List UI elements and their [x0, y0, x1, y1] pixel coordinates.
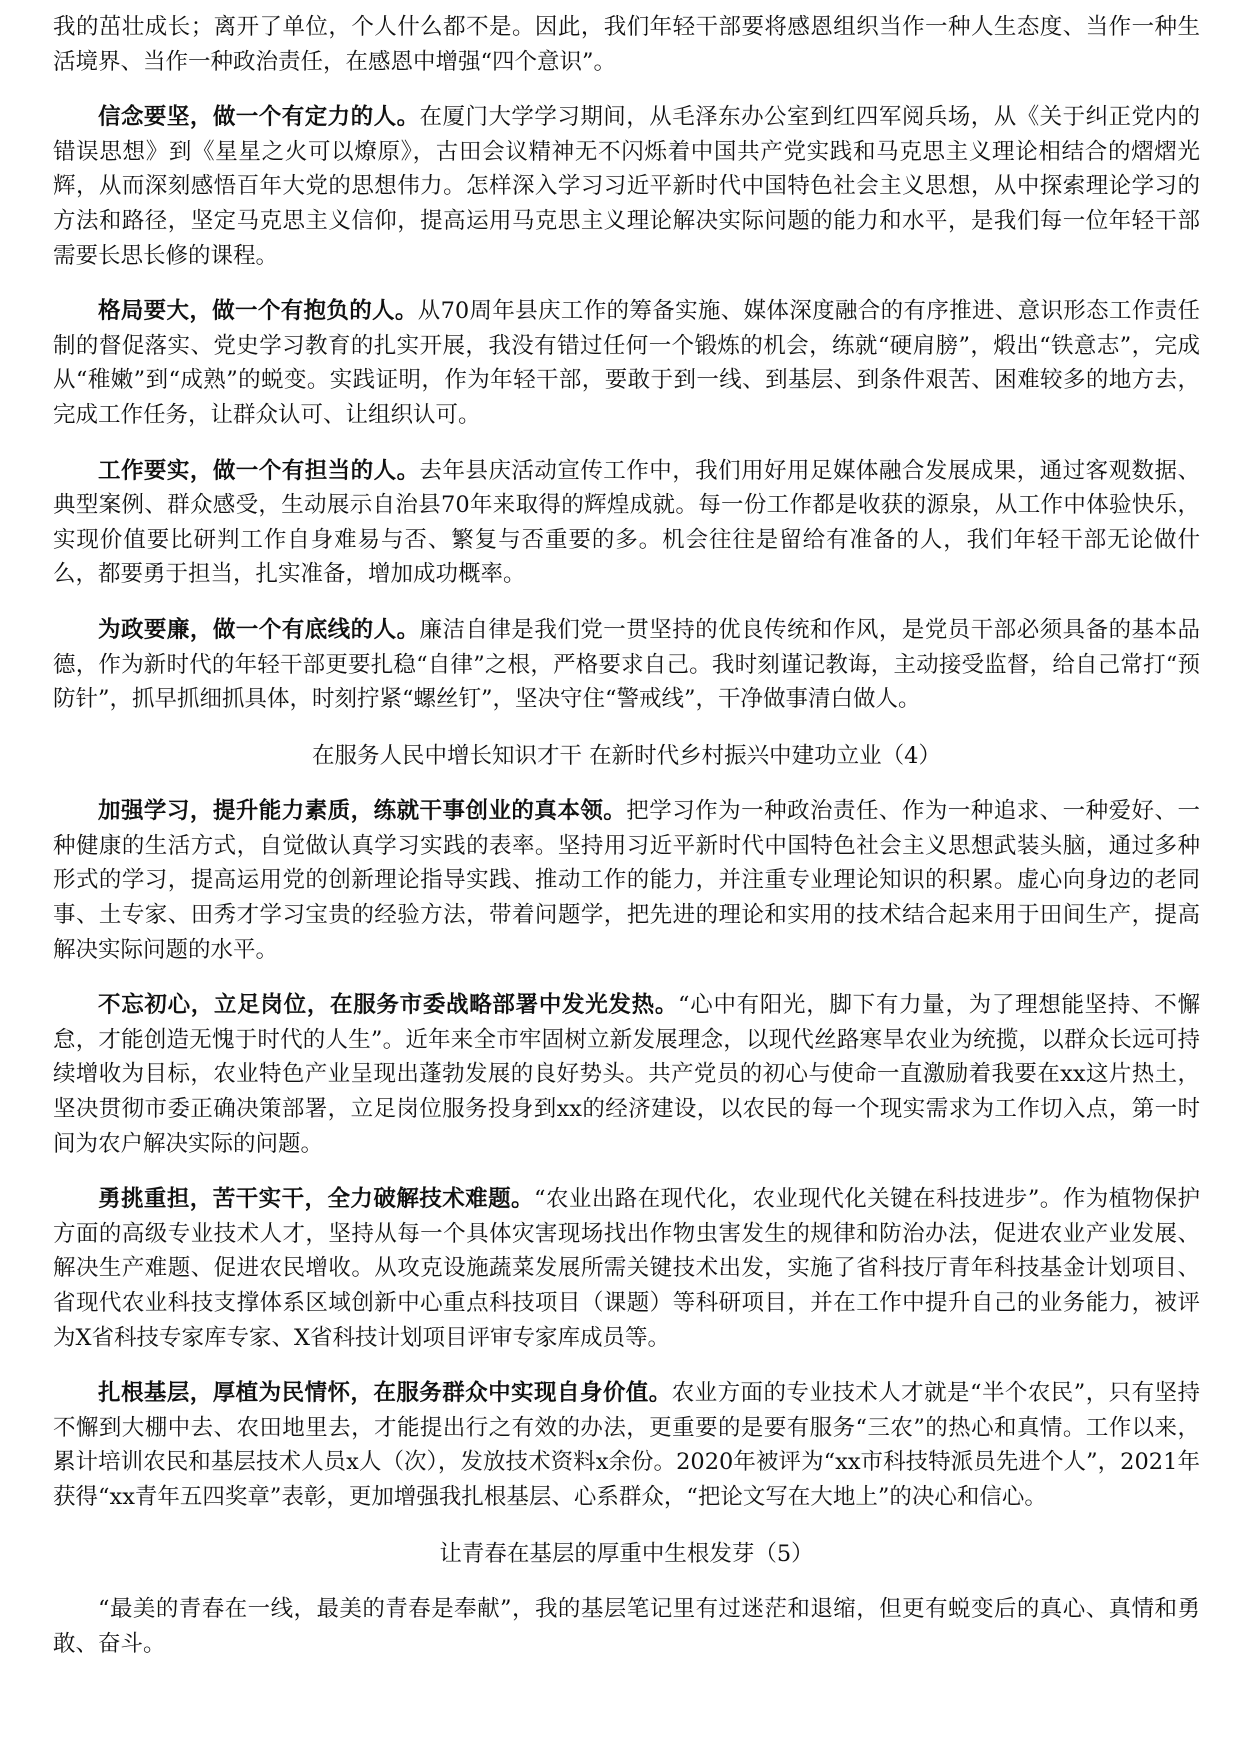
paragraph-lead: 格局要大，做一个有抱负的人。: [98, 298, 418, 325]
paragraph-lead: 扎根基层，厚植为民情怀，在服务群众中实现自身价值。: [98, 1380, 672, 1407]
body-paragraph: [53, 1592, 1200, 1661]
paragraph-text: 把学习作为一种政治责任、作为一种追求、一种爱好、一种健康的生活方式，自觉做认真学习实践的表率。坚持用习近平新时代中国特色社会主义思想武装头脑，通过多种形式的学习，提高运用党的创新理论指导实践、推动工作的能力，并注重专业理论知识的积累。虚心向身边的老同事、土专家、田秀才学习宝贵的经验方法，带着问题学，把先进的理论和实用的技术结合起来用于田间生产，提高解决实际问题的水平。: [53, 798, 1200, 963]
body-paragraph: [53, 1182, 1200, 1355]
body-paragraph: [53, 10, 1200, 79]
body-paragraph: [53, 1376, 1200, 1514]
paragraph-lead: 加强学习，提升能力素质，练就干事创业的真本领。: [98, 798, 627, 825]
body-paragraph: [53, 294, 1200, 432]
paragraph-lead: 为政要廉，做一个有底线的人。: [98, 616, 420, 643]
section-heading: 让青春在基层的厚重中生根发芽（5）: [439, 1540, 814, 1567]
paragraph-text: 在厦门大学学习期间，从毛泽东办公室到红四军阅兵场，从《关于纠正党内的错误思想》到《星星之火可以燎原》，古田会议精神无不闪烁着中国共产党实践和马克思主义理论相结合的熠熠光辉，从而深刻感悟百年大党的思想伟力。怎样深入学习习近平新时代中国特色社会主义思想，从中探索理论学习的方法和路径，坚定马克思主义信仰，提高运用马克思主义理论解决实际问题的能力和水平，是我们每一位年轻干部需要长思长修的课程。: [53, 104, 1200, 269]
body-paragraph: [53, 988, 1200, 1161]
paragraph-text: “最美的青春在一线，最美的青春是奉献”，我的基层笔记里有过迷茫和退缩，但更有蜕变后的真心、真情和勇敢、奋斗。: [53, 1596, 1200, 1657]
paragraph-text: “心中有阳光，脚下有力量，为了理想能坚持、不懈怠，才能创造无愧于时代的人生”。近年来全市牢固树立新发展理念，以现代丝路寒旱农业为统揽，以群众长远可持续增收为目标，农业特色产业呈现出蓬勃发展的良好势头。共产党员的初心与使命一直激励着我要在xx这片热土，坚决贯彻市委正确决策部署，立足岗位服务投身到xx的经济建设，以农民的每一个现实需求为工作切入点，第一时间为农户解决实际的问题。: [53, 992, 1200, 1157]
paragraph-lead: 信念要坚，做一个有定力的人。: [98, 104, 420, 131]
body-paragraph: [53, 794, 1200, 967]
body-paragraph: [53, 454, 1200, 592]
paragraph-lead: 工作要实，做一个有担当的人。: [98, 457, 420, 484]
paragraph-text: 廉洁自律是我们党一贯坚持的优良传统和作风，是党员干部必须具备的基本品德，作为新时代的年轻干部更要扎稳“自律”之根，严格要求自己。我时刻谨记教诲，主动接受监督，给自己常打“预防针”，抓早抓细抓具体，时刻拧紧“螺丝钉”，坚决守住“警戒线”，干净做事清白做人。: [53, 616, 1200, 713]
paragraph-text: 从70周年县庆工作的筹备实施、媒体深度融合的有序推进、意识形态工作责任制的督促落实、党史学习教育的扎实开展，我没有错过任何一个锻炼的机会，练就“硬肩膀”，煅出“铁意志”，完成从“稚嫩”到“成熟”的蜕变。实践证明，作为年轻干部，要敢于到一线、到基层、到条件艰苦、困难较多的地方去，完成工作任务，让群众认可、让组织认可。: [53, 298, 1200, 428]
body-paragraph: [53, 613, 1200, 717]
paragraph-text: 去年县庆活动宣传工作中，我们用好用足媒体融合发展成果，通过客观数据、典型案例、群众感受，生动展示自治县70年来取得的辉煌成就。每一份工作都是收获的源泉，从工作中体验快乐，实现价值要比研判工作自身难易与否、繁复与否重要的多。机会往往是留给有准备的人，我们年轻干部无论做什么，都要勇于担当，扎实准备，增加成功概率。: [53, 457, 1200, 588]
paragraph-lead: 勇挑重担，苦干实干，全力破解技术难题。: [98, 1186, 534, 1213]
paragraph-text: “农业出路在现代化，农业现代化关键在科技进步”。作为植物保护方面的高级专业技术人才，坚持从每一个具体灾害现场找出作物虫害发生的规律和防治办法，促进农业产业发展、解决生产难题、促进农民增收。从攻克设施蔬菜发展所需关键技术出发，实施了省科技厅青年科技基金计划项目、省现代农业科技支撑体系区域创新中心重点科技项目（课题）等科研项目，并在工作中提升自己的业务能力，被评为X省科技专家库专家、X省科技计划项目评审专家库成员等。: [53, 1186, 1200, 1351]
body-paragraph: [53, 100, 1200, 273]
paragraph-lead: 不忘初心，立足岗位，在服务市委战略部署中发光发热。: [98, 992, 679, 1019]
section-heading: 在服务人民中增长知识才干 在新时代乡村振兴中建功立业（4）: [312, 742, 941, 769]
paragraph-text: 农业方面的专业技术人才就是“半个农民”，只有坚持不懈到大棚中去、农田地里去，才能提出行之有效的办法，更重要的是要有服务“三农”的热心和真情。工作以来，累计培训农民和基层技术人员x人（次），发放技术资料x余份。2020年被评为“xx市科技特派员先进个人”，2021年获得“xx青年五四奖章”表彰，更加增强我扎根基层、心系群众，“把论文写在大地上”的决心和信心。: [53, 1380, 1200, 1510]
paragraph-text: 我的茁壮成长；离开了单位，个人什么都不是。因此，我们年轻干部要将感恩组织当作一种人生态度、当作一种生活境界、当作一种政治责任，在感恩中增强“四个意识”。: [53, 14, 1200, 75]
